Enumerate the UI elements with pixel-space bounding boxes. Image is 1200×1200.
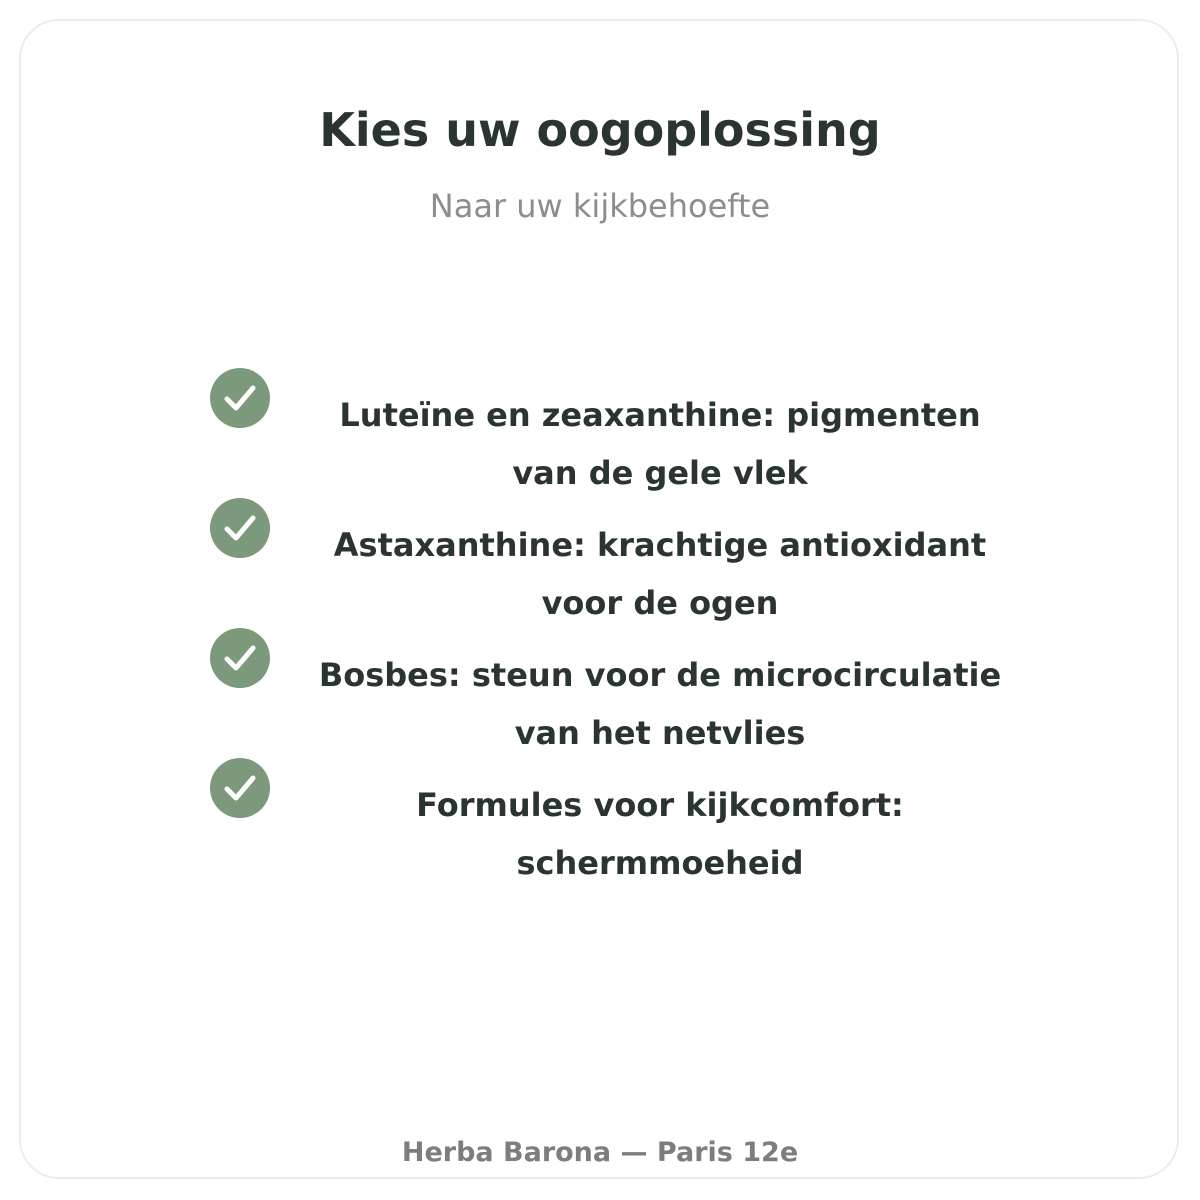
check-circle-icon <box>210 368 270 428</box>
check-circle-icon <box>210 758 270 818</box>
page-title: Kies uw oogoplossing <box>319 103 881 157</box>
footer-brand: Herba Barona — Paris 12e <box>401 1137 799 1168</box>
list-item-text: Formules voor kijkcomfort: schermmoeheid <box>416 786 904 882</box>
list-item-text: Astaxanthine: krachtige antioxidant voor de ogen <box>333 526 987 622</box>
list-item <box>0 368 1200 498</box>
list-item <box>0 628 1200 758</box>
check-circle-icon <box>210 628 270 688</box>
list-item <box>0 758 1200 888</box>
list-item-text: Bosbes: steun voor de microcirculatie van het netvlies <box>318 656 1002 752</box>
page-subtitle: Naar uw kijkbehoefte <box>429 187 771 225</box>
list-item-text: Luteïne en zeaxanthine: pigmenten van de gele vlek <box>339 396 981 492</box>
check-circle-icon <box>210 498 270 558</box>
list-item <box>0 498 1200 628</box>
